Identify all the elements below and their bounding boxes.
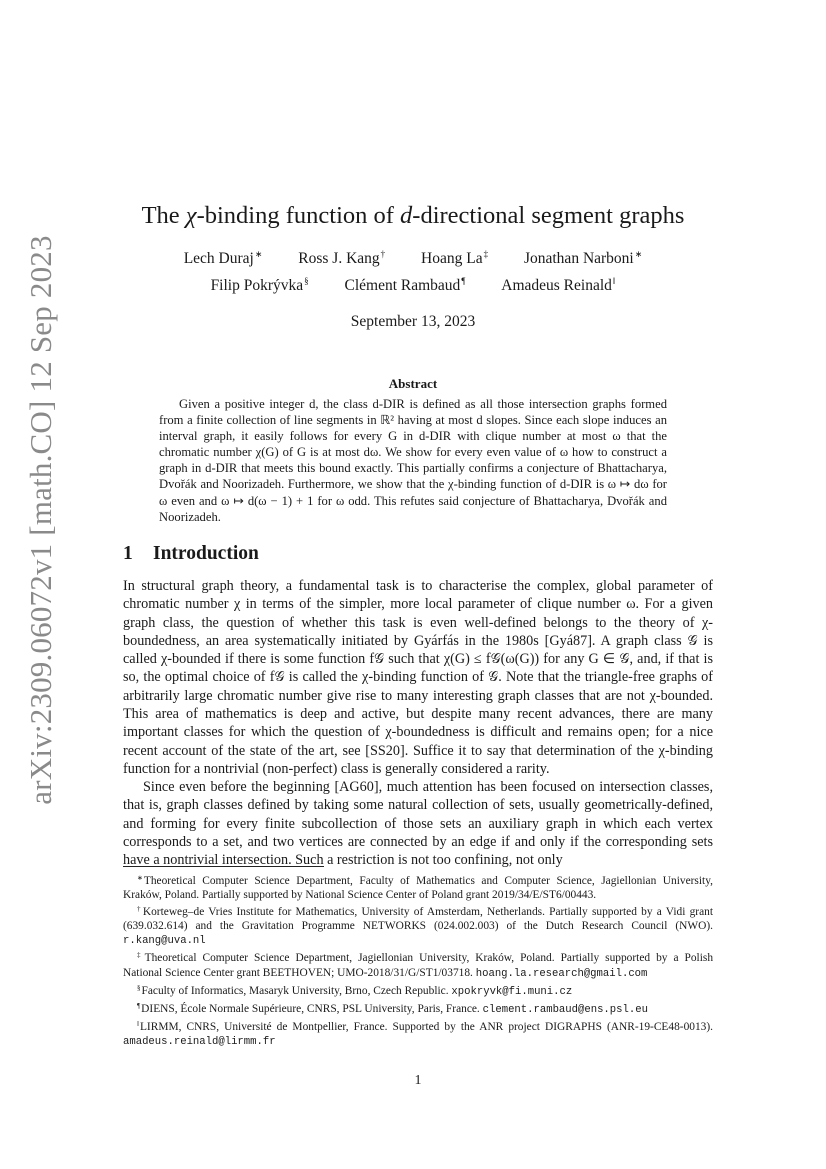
author <box>524 249 642 268</box>
abstract-heading: Abstract <box>388 376 438 391</box>
section-number: 1 <box>123 543 133 564</box>
footnote <box>123 871 713 902</box>
footnote-divider <box>123 866 324 867</box>
footnote <box>123 981 713 999</box>
email-link[interactable]: xpokryvk@fi.muni.cz <box>451 985 573 998</box>
paper-title <box>110 202 716 230</box>
footnote <box>123 902 713 948</box>
author-list-row-2 <box>110 276 716 295</box>
footnotes <box>123 871 713 1049</box>
body-paragraph: In structural graph theory, a fundamental task is to characterise the complex, global parameter of chromatic number χ in terms of the simpler, more local parameter of clique number ω. For a given graph class, the question of whether this task is even well-defined belongs to the theory of χ-boundedness, an area systematically initiated by Gyárfás in the 1980s [Gyá87]. A graph class 𝒢 is called χ-bounded if there is some function f𝒢 such that χ(G) ≤ f𝒢(ω(G)) for any G ∈ 𝒢, and, if that is so, the optimal choice of f𝒢 is called the χ-binding function of 𝒢. Note that the triangle-free graphs of arbitrarily large chromatic number give rise to many interesting graph classes that are not χ-bounded. This area of mathematics is deep and active, but despite many recent advances, there are many important classes for which the question of χ-boundedness is difficult and remains open; for a nice recent account of the state of the art, see [SS20]. Suffice it to say that determination of the χ-binding function for a nontrivial (non-perfect) class is generally considered a rarity. <box>123 578 713 777</box>
section-title: Introduction <box>153 543 259 564</box>
arxiv-identifier: arXiv:2309.06072v1 [math.CO] 12 Sep 2023 <box>23 235 58 805</box>
footnote-text: DIENS, École Normale Supérieure, CNRS, PSL University, Paris, France. <box>141 1002 480 1015</box>
author-name: Jonathan Narboni <box>523 250 634 267</box>
author-name: Amadeus Reinald <box>501 277 612 294</box>
footnote-mark: ¶ <box>137 1001 141 1010</box>
author <box>184 249 263 268</box>
affiliation-mark: § <box>304 276 309 286</box>
affiliation-mark: ‖ <box>612 276 616 286</box>
email-link[interactable]: amadeus.reinald@lirmm.fr <box>123 1035 276 1048</box>
publication-date: September 13, 2023 <box>350 313 476 330</box>
author <box>421 249 488 268</box>
author-name: Filip Pokrývka <box>210 277 304 294</box>
author <box>298 249 385 268</box>
footnote <box>123 1017 713 1049</box>
author-name: Hoang La <box>421 250 483 267</box>
affiliation-mark: ∗ <box>634 249 643 259</box>
abstract-text: Given a positive integer d, the class d-DIR is defined as all those intersection graphs formed from a finite collection of line segments in ℝ² having at most d slopes. Since each slope induces an interval graph, it easily follows for every G in d-DIR with clique number at most ω that the chromatic number χ(G) of G is at most dω. We show for every even value of ω how to construct a graph in d-DIR that meets this bound exactly. This partially confirms a conjecture of Bhattacharya, Dvořák and Noorizadeh. Furthermore, we show that the χ-binding function of d-DIR is ω ↦ dω for ω even and ω ↦ d(ω − 1) + 1 for ω odd. This refutes said conjecture of Bhattacharya, Dvořák and Noorizadeh. <box>159 397 667 524</box>
footnote-mark: ‡ <box>137 951 144 960</box>
author <box>501 276 615 295</box>
affiliation-mark: † <box>380 249 386 259</box>
author-list-row-1 <box>110 249 716 268</box>
footnote-mark: ∗ <box>137 874 143 882</box>
footnote <box>123 948 713 980</box>
title-text: -binding function of <box>196 202 401 229</box>
author <box>211 276 309 295</box>
author <box>345 276 466 295</box>
footnote <box>123 999 713 1017</box>
footnote-mark: § <box>137 983 141 992</box>
arxiv-stamp <box>17 235 65 805</box>
footnote-text: Faculty of Informatics, Masaryk University, Brno, Czech Republic. <box>141 984 449 997</box>
page-number: 1 <box>414 1073 422 1088</box>
author-name: Lech Duraj <box>183 250 254 267</box>
email-link[interactable]: clement.rambaud@ens.psl.eu <box>482 1003 648 1016</box>
footnote-text: LIRMM, CNRS, Université de Montpellier, France. Supported by the ANR project DIGRAPHS (ANR-19-CE48-0013). <box>139 1020 713 1033</box>
footnote-mark: ‖ <box>137 1019 139 1028</box>
footnote-text: Theoretical Computer Science Department, Jagiellonian University, Kraków, Poland. Partially supported by a Polish National Science Center grant BEETHOVEN; UMO-2018/31/G/ST1/03718. <box>123 952 714 979</box>
affiliation-mark: ‡ <box>483 249 489 259</box>
email-link[interactable]: r.kang@uva.nl <box>123 935 206 948</box>
author-name: Ross J. Kang <box>298 250 380 267</box>
title-text: The <box>141 202 186 229</box>
footnote-text: Theoretical Computer Science Department, Faculty of Mathematics and Computer Science, Jagiellonian University, Kraków, Poland. Partially supported by National Science Center of Poland grant 2019/34/E/ST6/00443. <box>123 875 713 902</box>
email-link[interactable]: hoang.la.research@gmail.com <box>475 967 648 980</box>
section-heading <box>123 543 259 565</box>
affiliation-mark: ¶ <box>461 276 466 286</box>
title-d-symbol: d <box>400 202 413 229</box>
author-name: Clément Rambaud <box>344 277 461 294</box>
footnote-text: Korteweg–de Vries Institute for Mathematics, University of Amsterdam, Netherlands. Partially supported by a Vidi grant (639.032.614) and the Gravitation Programme NETWORKS (024.002.003) of the Dutch Research Council (NWO). <box>123 906 714 933</box>
affiliation-mark: ∗ <box>254 249 263 259</box>
title-text: -directional segment graphs <box>412 202 685 229</box>
body-paragraph: Since even before the beginning [AG60], much attention has been focused on intersection classes, that is, graph classes defined by taking some natural collection of sets, usually geometrically-defined, and forming for every finite subcollection of those sets an auxiliary graph in which each vertex corresponds to a set, and two vertices are connected by an edge if and only if the corresponding sets have a nontrivial intersection. Such a restriction is not too confining, not only <box>123 779 713 869</box>
footnote-mark: † <box>137 905 142 914</box>
title-chi-symbol: χ <box>185 202 197 229</box>
